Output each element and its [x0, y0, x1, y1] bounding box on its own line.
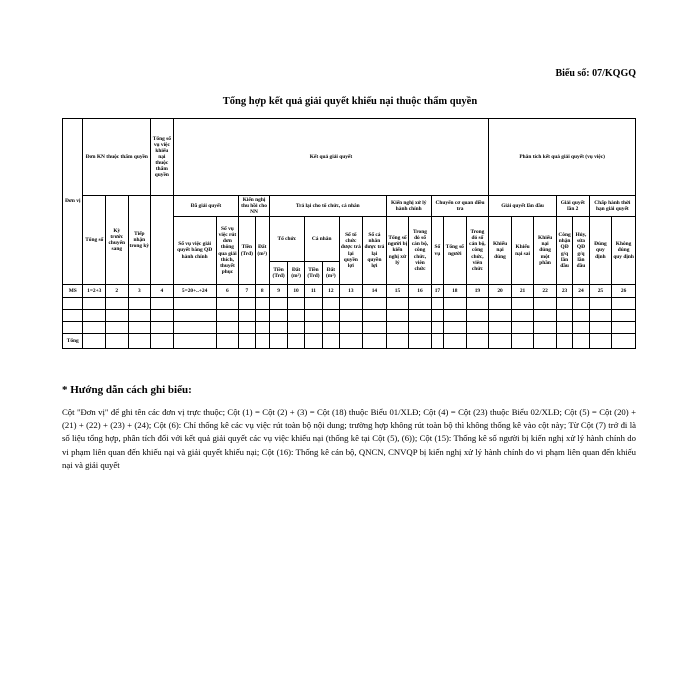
header-kien-nghi-thu-hoi: Kiến nghị thu hồi cho NN — [239, 196, 270, 217]
form-code: Biểu số: 07/KQGQ — [555, 68, 636, 79]
header-don-vi: Đơn vị — [63, 119, 83, 285]
header-don-kn: Đơn KN thuộc thẩm quyền — [83, 119, 151, 196]
header-trong-do-can-bo-2: Trong đó số cán bộ, công chức, viên chức — [466, 217, 489, 285]
col-number: 22 — [534, 285, 557, 298]
col-number: 25 — [589, 285, 612, 298]
header-ky-truoc: Kỳ trước chuyển sang — [106, 196, 129, 285]
col-number: 3 — [128, 285, 151, 298]
header-chap-hanh: Chấp hành thời hạn giải quyết — [589, 196, 635, 217]
guide-text: Cột "Đơn vị" để ghi tên các đơn vị trực thuộc; Cột (1) = Cột (2) + (3) = Cột (18) thuộc Biểu 01/XLĐ; Cột (4) = Cột (23) thuộc Biểu 02/XLĐ; Cột (5) = Cột (20) + (21) + (22) + (23) + (24); Cột (6): Chỉ thống kê các vụ việc rút toàn bộ nội dung; trường hợp không rút toàn bộ thì không thống kê vào cột này; Từ Cột (7) trở đi là số liệu tổng hợp, phân tích đối với kết quả giải quyết các vụ việc khiếu nại (thống kê tại Cột (5), (6)); Cột (15): Thống kê số người bị kiến nghị xử lý hành chính do vi phạm liên quan đến khiếu nại và giải quyết khiếu nại; Cột (16): Thống kê cán bộ, QNCN, CNVQP bị kiến nghị xử lý hành chính do vi phạm liên quan đến khiếu nại và giải quyết — [62, 407, 636, 470]
report-table — [62, 118, 636, 349]
col-number: 1=2+3 — [83, 285, 106, 298]
col-number: 23 — [556, 285, 572, 298]
col-number: 13 — [339, 285, 363, 298]
header-to-chuc: Tổ chức — [269, 217, 304, 262]
col-number: 4 — [151, 285, 174, 298]
col-number: 21 — [511, 285, 534, 298]
blank-row — [63, 310, 636, 322]
header-ca-nhan: Cá nhân — [304, 217, 339, 262]
header-tong-so-nguoi: Tổng số người — [444, 217, 467, 285]
header-khieu-nai-dung: Khiếu nại đúng — [489, 217, 512, 285]
guide-title: * Hướng dẫn cách ghi biểu: — [62, 384, 192, 396]
total-label: Tổng — [63, 334, 83, 349]
header-tiep-nhan: Tiếp nhận trong kỳ — [128, 196, 151, 285]
ms-row — [63, 285, 636, 298]
col-number: 16 — [409, 285, 432, 298]
col-number: 11 — [304, 285, 322, 298]
col-number: 9 — [269, 285, 287, 298]
col-number: 7 — [239, 285, 255, 298]
header-phan-tich: Phân tích kết quả giải quyết (vụ việc) — [489, 119, 636, 196]
header-gq-lan-dau: Giải quyết lần đầu — [489, 196, 557, 217]
col-number: 19 — [466, 285, 489, 298]
col-number: 2 — [106, 285, 129, 298]
col-number: 24 — [573, 285, 589, 298]
header-tra-lai: Trả lại cho tổ chức, cá nhân — [269, 196, 386, 217]
col-number: 10 — [288, 285, 304, 298]
header-tong-so-nguoi-kn: Tổng số người bị kiến nghị xử lý — [386, 217, 409, 285]
header-to-chuc-tien: Tiền (Trđ) — [269, 262, 287, 285]
header-ca-nhan-dat: Đất (m²) — [323, 262, 339, 285]
header-so-ca-nhan-tra-lai: Số cá nhân được trả lại quyền lợi — [363, 217, 387, 285]
col-number: 18 — [444, 285, 467, 298]
header-so-vu: Số vụ — [431, 217, 443, 285]
report-title: Tổng hợp kết quả giải quyết khiếu nại thuộc thẩm quyền — [222, 96, 478, 107]
blank-row — [63, 298, 636, 310]
header-khong-dung-quy-dinh: Không đúng quy định — [612, 217, 636, 285]
header-dat: Đất (m²) — [255, 217, 269, 285]
header-chuyen-co-quan: Chuyển cơ quan điều tra — [431, 196, 489, 217]
header-ca-nhan-tien: Tiền (Trđ) — [304, 262, 322, 285]
header-tien: Tiền (Trđ) — [239, 217, 255, 285]
header-khieu-nai-dung-mot-phan: Khiếu nại đúng một phần — [534, 217, 557, 285]
header-gq-lan-2: Giải quyết lần 2 — [556, 196, 589, 217]
header-tong-so: Tổng số — [83, 196, 106, 285]
header-ket-qua: Kết quả giải quyết — [173, 119, 489, 196]
col-number: 5=20+..+24 — [173, 285, 216, 298]
header-dung-quy-dinh: Đúng quy định — [589, 217, 612, 285]
col-number: 12 — [323, 285, 339, 298]
header-huy-sua-qd: Hủy, sửa QĐ g/q lần đầu — [573, 217, 589, 285]
ms-label: MS — [63, 285, 83, 298]
col-number: 14 — [363, 285, 387, 298]
header-kien-nghi-xlhc: Kiến nghị xử lý hành chính — [386, 196, 431, 217]
col-number: 6 — [216, 285, 239, 298]
header-tong-so-vu-viec: Tổng số vụ việc khiếu nại thuộc thẩm quyền — [151, 119, 174, 196]
header-cong-nhan-qd: Công nhận QĐ g/q lần đầu — [556, 217, 572, 285]
header-da-giai-quyet: Đã giải quyết — [173, 196, 239, 217]
col-number: 17 — [431, 285, 443, 298]
header-trong-do-can-bo: Trong đó số cán bộ, công chức, viên chức — [409, 217, 432, 285]
header-so-to-chuc-tra-lai: Số tổ chức được trả lại quyền lợi — [339, 217, 363, 285]
header-so-vu-viec-rut: Số vụ việc rút đơn thông qua giải thích, thuyết phục — [216, 217, 239, 285]
col-number: 15 — [386, 285, 409, 298]
total-row — [63, 334, 636, 349]
header-khieu-nai-sai: Khiếu nại sai — [511, 217, 534, 285]
header-so-vu-viec-gq: Số vụ việc giải quyết bằng QĐ hành chính — [173, 217, 216, 285]
col-number: 26 — [612, 285, 636, 298]
header-col4-blank — [151, 196, 174, 285]
header-to-chuc-dat: Đất (m²) — [288, 262, 304, 285]
col-number: 8 — [255, 285, 269, 298]
col-number: 20 — [489, 285, 512, 298]
blank-row — [63, 322, 636, 334]
